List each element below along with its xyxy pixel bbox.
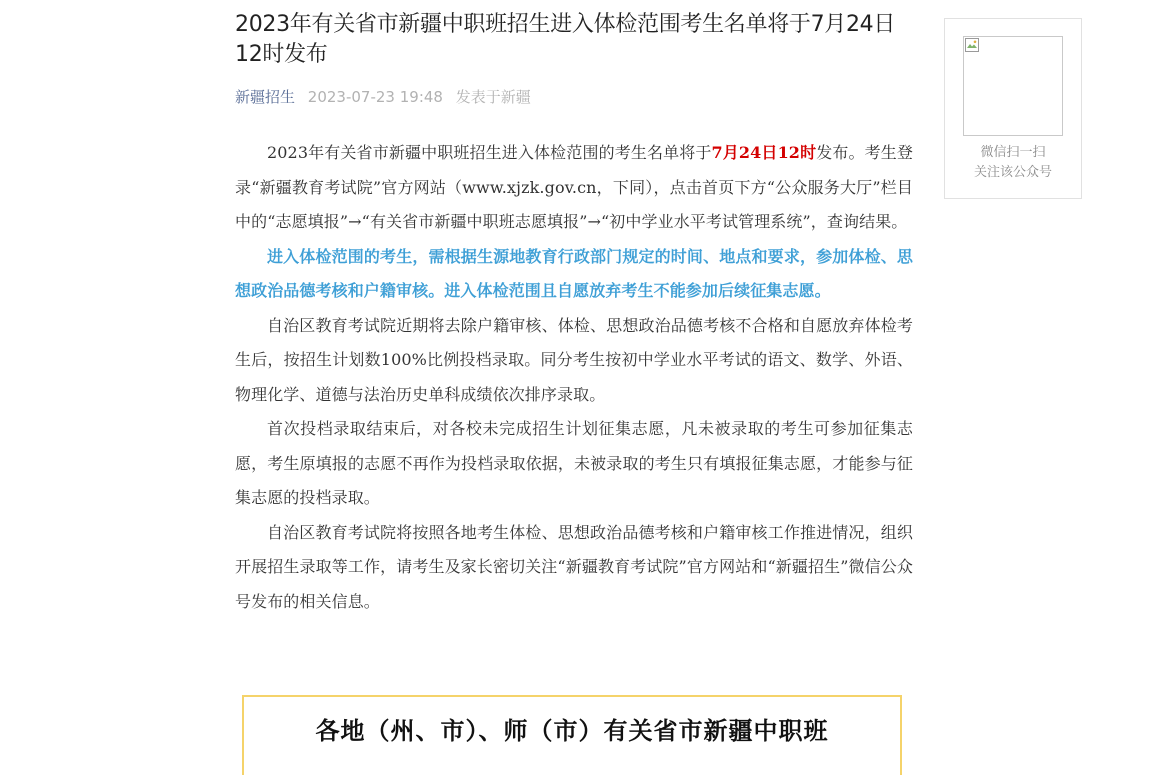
release-time-highlight: 7月24日12时 (711, 143, 817, 162)
article-meta (235, 86, 913, 108)
qr-code-panel (944, 18, 1082, 199)
qr-caption (945, 143, 1081, 183)
article-title: 2023年有关省市新疆中职班招生进入体检范围考生名单将于7月24日12时发布 (235, 12, 896, 67)
figure-caption: 各地（州、市）、师（市）有关省市新疆中职班 (315, 716, 829, 745)
paragraph-1 (235, 136, 913, 240)
paragraph-4: 首次投档录取结束后，对各校未完成招生计划征集志愿，凡未被录取的考生可参加征集志愿，考生原填报的志愿不再作为投档录取依据，未被录取的考生只有填报征集志愿，才能参与征集志愿的投档录取。 (235, 419, 913, 507)
paragraph-5: 自治区教育考试院将按照各地考生体检、思想政治品德考核和户籍审核工作推进情况，组织开展招生录取等工作，请考生及家长密切关注“新疆教育考试院”官方网站和“新疆招生”微信公众号发布的相关信息。 (235, 522, 913, 611)
qr-caption-line2: 关注该公众号 (973, 165, 1052, 180)
paragraph-2-emphasis: 进入体检范围的考生，需根据生源地教育行政部门规定的时间、地点和要求，参加体检、思想政治品德考核和户籍审核。进入体检范围且自愿放弃考生不能参加后续征集志愿。 (235, 246, 913, 300)
account-name-link[interactable]: 新疆招生 (235, 88, 296, 106)
qr-caption-line1: 微信扫一扫 (980, 145, 1046, 160)
publish-location: 发表于新疆 (455, 88, 531, 106)
article (235, 0, 913, 619)
paragraph-1-text-end: 发布。考生登录“新疆教育考试院”官方网站（www.xjzk.gov.cn，下同），点击首页下方“公众服务大厅”栏目中的“志愿填报”→“有关省市新疆中职班志愿填报”→“初中学业水平考试管理系统”，查询结果。 (235, 143, 913, 231)
paragraph-1-text-start: 2023年有关省市新疆中职班招生进入体检范围的考生名单将于 (267, 143, 712, 162)
qr-code-image (963, 36, 1063, 136)
article-figure-image (242, 695, 902, 775)
broken-image-icon (965, 38, 979, 52)
paragraph-3: 自治区教育考试院近期将去除户籍审核、体检、思想政治品德考核不合格和自愿放弃体检考生后，按招生计划数100%比例投档录取。同分考生按初中学业水平考试的语文、数学、外语、物理化学、道德与法治历史单科成绩依次排序录取。 (235, 315, 913, 404)
publish-time: 2023-07-23 19:48 (307, 88, 443, 106)
article-content (235, 136, 913, 619)
